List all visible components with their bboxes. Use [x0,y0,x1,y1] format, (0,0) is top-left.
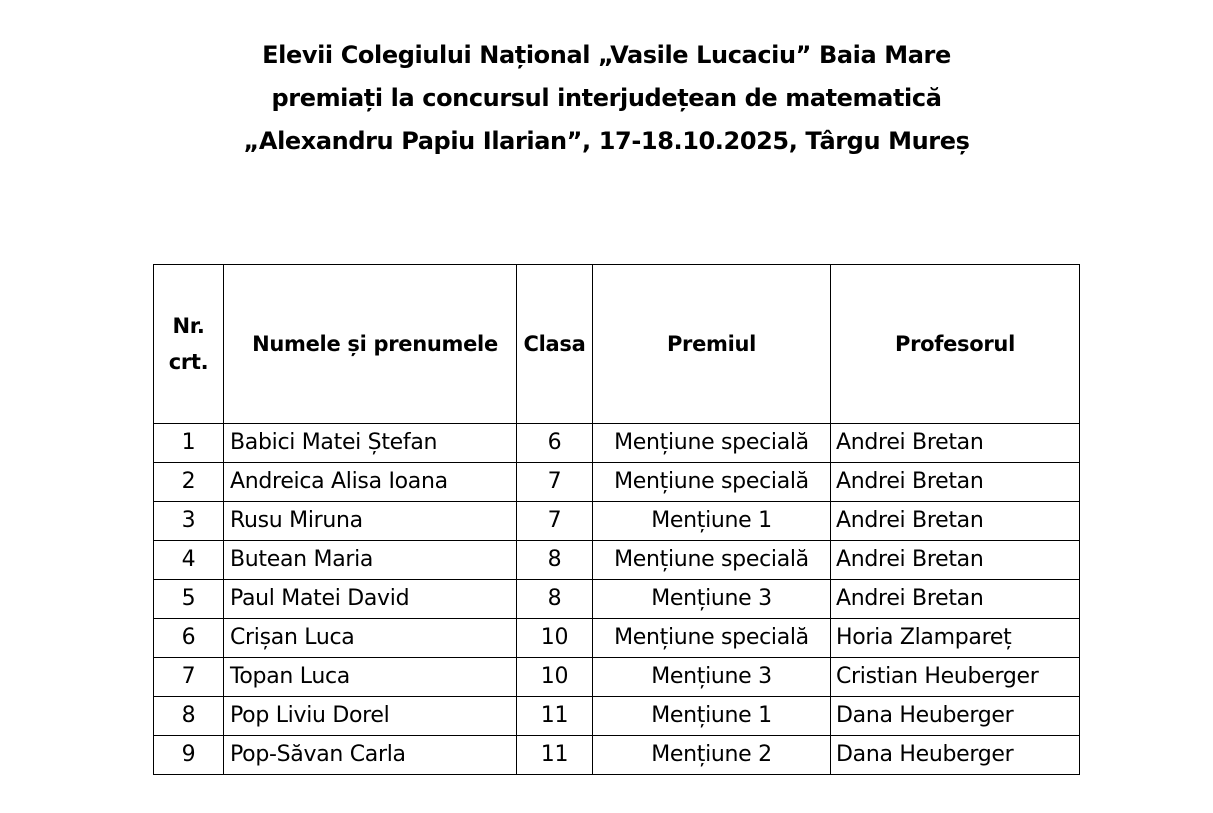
cell-name: Crișan Luca [224,619,517,658]
header-row [154,265,1080,424]
cell-class: 10 [517,658,593,697]
cell-nr: 6 [154,619,224,658]
cell-name: Rusu Miruna [224,502,517,541]
table-row [154,580,1080,619]
cell-name: Pop Liviu Dorel [224,697,517,736]
cell-class: 7 [517,463,593,502]
table-row [154,502,1080,541]
cell-prize: Mențiune 3 [593,580,831,619]
cell-class: 11 [517,697,593,736]
cell-teacher: Dana Heuberger [831,736,1080,775]
cell-prize: Mențiune specială [593,541,831,580]
cell-name: Babici Matei Ștefan [224,424,517,463]
table-header [154,265,1080,424]
cell-nr: 7 [154,658,224,697]
cell-class: 6 [517,424,593,463]
document-title [0,34,1213,163]
cell-name: Topan Luca [224,658,517,697]
table-row [154,619,1080,658]
cell-teacher: Andrei Bretan [831,580,1080,619]
cell-nr: 8 [154,697,224,736]
cell-prize: Mențiune specială [593,463,831,502]
cell-nr: 2 [154,463,224,502]
table-row [154,697,1080,736]
cell-teacher: Andrei Bretan [831,424,1080,463]
cell-class: 11 [517,736,593,775]
cell-prize: Mențiune 2 [593,736,831,775]
cell-teacher: Andrei Bretan [831,541,1080,580]
table-row [154,541,1080,580]
cell-teacher: Andrei Bretan [831,463,1080,502]
cell-name: Pop-Săvan Carla [224,736,517,775]
header-prize: Premiul [593,265,831,424]
cell-nr: 1 [154,424,224,463]
title-line-2: premiați la concursul interjudețean de matematică [271,84,942,112]
table-row [154,463,1080,502]
cell-nr: 5 [154,580,224,619]
cell-teacher: Horia Zlampareț [831,619,1080,658]
header-teacher: Profesorul [831,265,1080,424]
cell-class: 8 [517,580,593,619]
header-class: Clasa [517,265,593,424]
cell-teacher: Dana Heuberger [831,697,1080,736]
cell-prize: Mențiune specială [593,424,831,463]
cell-name: Paul Matei David [224,580,517,619]
cell-prize: Mențiune 1 [593,697,831,736]
cell-nr: 4 [154,541,224,580]
cell-class: 8 [517,541,593,580]
cell-nr: 9 [154,736,224,775]
cell-prize: Mențiune 3 [593,658,831,697]
header-name: Numele și prenumele [224,265,517,424]
cell-class: 7 [517,502,593,541]
cell-nr: 3 [154,502,224,541]
header-nr-label: Nr. crt. [168,314,209,374]
table-row [154,658,1080,697]
cell-prize: Mențiune 1 [593,502,831,541]
title-line-3: „Alexandru Papiu Ilarian”, 17-18.10.2025, Târgu Mureș [243,127,970,155]
table-row [154,424,1080,463]
cell-name: Butean Maria [224,541,517,580]
header-nr [154,265,224,424]
cell-prize: Mențiune specială [593,619,831,658]
table-row [154,736,1080,775]
table-body [154,424,1080,775]
cell-teacher: Andrei Bretan [831,502,1080,541]
cell-class: 10 [517,619,593,658]
title-line-1: Elevii Colegiului Național „Vasile Lucaciu” Baia Mare [262,41,951,69]
awards-table [153,264,1080,775]
cell-teacher: Cristian Heuberger [831,658,1080,697]
cell-name: Andreica Alisa Ioana [224,463,517,502]
